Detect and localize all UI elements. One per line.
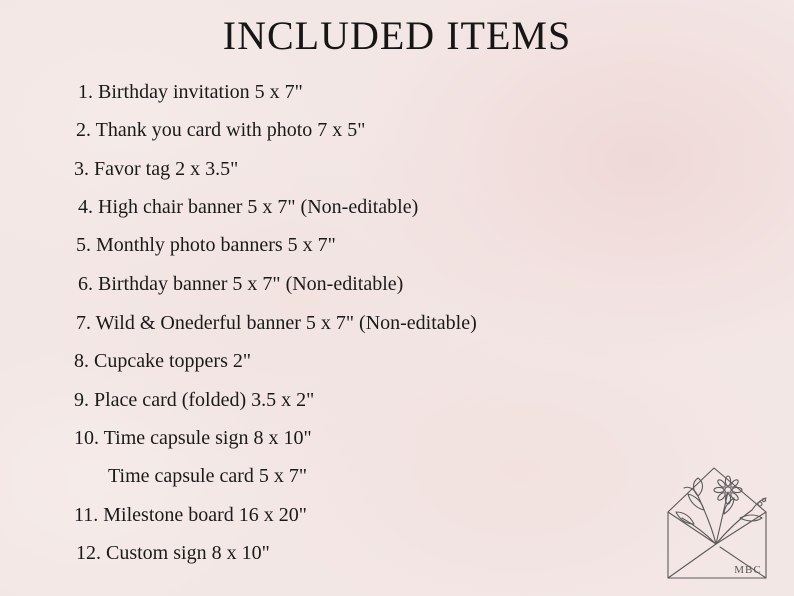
- list-item: 9. Place card (folded) 3.5 x 2": [74, 389, 315, 411]
- list-item: 2. Thank you card with photo 7 x 5": [76, 119, 366, 141]
- list-item: 3. Favor tag 2 x 3.5": [74, 158, 239, 180]
- envelope-flowers-icon: [660, 466, 772, 582]
- list-item: 1. Birthday invitation 5 x 7": [78, 81, 303, 103]
- list-item: 8. Cupcake toppers 2": [74, 350, 252, 372]
- page-title: INCLUDED ITEMS: [222, 13, 572, 58]
- list-item: Time capsule card 5 x 7": [108, 465, 308, 487]
- mbc-logo: [660, 466, 772, 582]
- list-item: 6. Birthday banner 5 x 7" (Non-editable): [78, 273, 404, 295]
- list-item: 10. Time capsule sign 8 x 10": [74, 427, 312, 449]
- list-item: 7. Wild & Onederful banner 5 x 7" (Non-editable): [76, 312, 477, 334]
- list-item: 12. Custom sign 8 x 10": [76, 542, 270, 564]
- list-item: 4. High chair banner 5 x 7" (Non-editable): [78, 196, 419, 218]
- list-item: 11. Milestone board 16 x 20": [74, 504, 307, 526]
- logo-text: MBC: [734, 564, 762, 576]
- list-item: 5. Monthly photo banners 5 x 7": [76, 234, 336, 256]
